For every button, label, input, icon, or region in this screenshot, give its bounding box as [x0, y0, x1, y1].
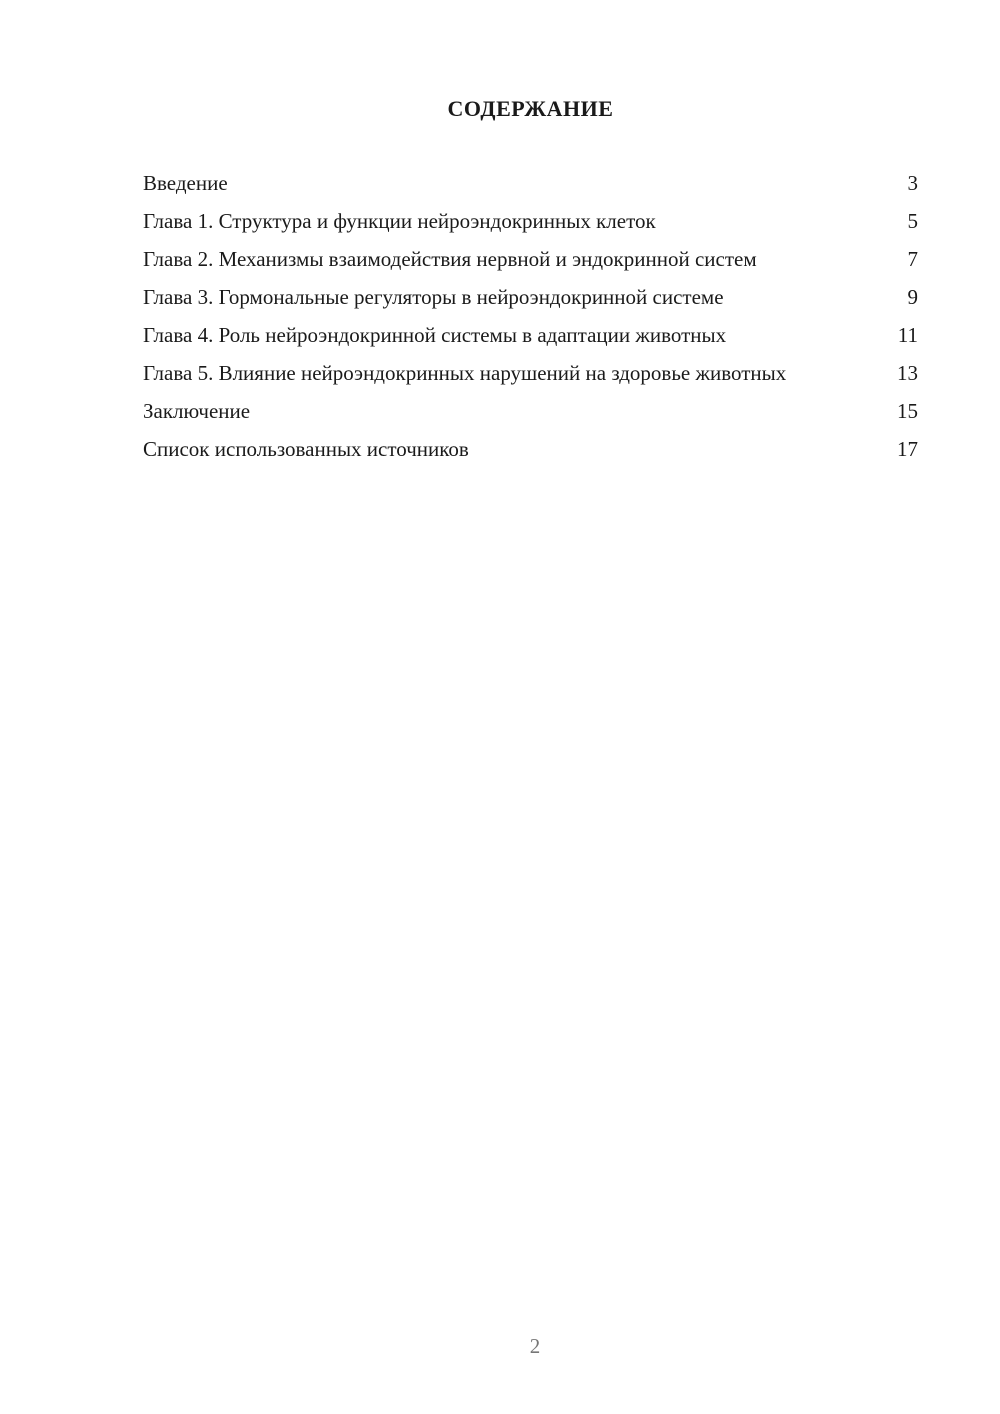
toc-entry-page: 15: [897, 399, 918, 423]
toc-entry-text: Введение: [143, 171, 228, 195]
toc-entry-chapter-4[interactable]: [143, 322, 918, 348]
page-title: СОДЕРЖАНИЕ: [447, 96, 614, 121]
toc-entry-chapter-3[interactable]: [143, 284, 918, 310]
toc-entry-page: 3: [907, 171, 918, 195]
toc-entry-text: Глава 3. Гормональные регуляторы в нейроэндокринной системе: [143, 285, 724, 309]
toc-entry-page: 11: [897, 323, 918, 347]
toc-entry-page: 17: [897, 437, 918, 461]
toc-entry-page: 5: [907, 209, 918, 233]
toc-entry-text: Список использованных источников: [143, 437, 469, 461]
toc-entry-page: 13: [897, 361, 918, 385]
toc-entry-text: Глава 5. Влияние нейроэндокринных нарушений на здоровье животных: [143, 361, 787, 385]
toc-entry-references[interactable]: [143, 436, 918, 462]
page-number: 2: [529, 1334, 541, 1358]
toc-entry-chapter-2[interactable]: [143, 246, 918, 272]
toc-entry-conclusion[interactable]: [143, 398, 918, 424]
toc-entry-text: Заключение: [143, 399, 251, 423]
toc-entry-chapter-5[interactable]: [143, 360, 918, 386]
toc-entry-page: 9: [907, 285, 918, 309]
toc-entry-text: Глава 4. Роль нейроэндокринной системы в адаптации животных: [143, 323, 727, 347]
toc-entry-chapter-1[interactable]: [143, 208, 918, 234]
toc-entry-text: Глава 2. Механизмы взаимодействия нервной и эндокринной систем: [143, 247, 757, 271]
table-of-contents: [143, 170, 918, 474]
toc-entry-page: 7: [907, 247, 918, 271]
toc-entry-introduction[interactable]: [143, 170, 918, 196]
toc-entry-text: Глава 1. Структура и функции нейроэндокринных клеток: [143, 209, 656, 233]
